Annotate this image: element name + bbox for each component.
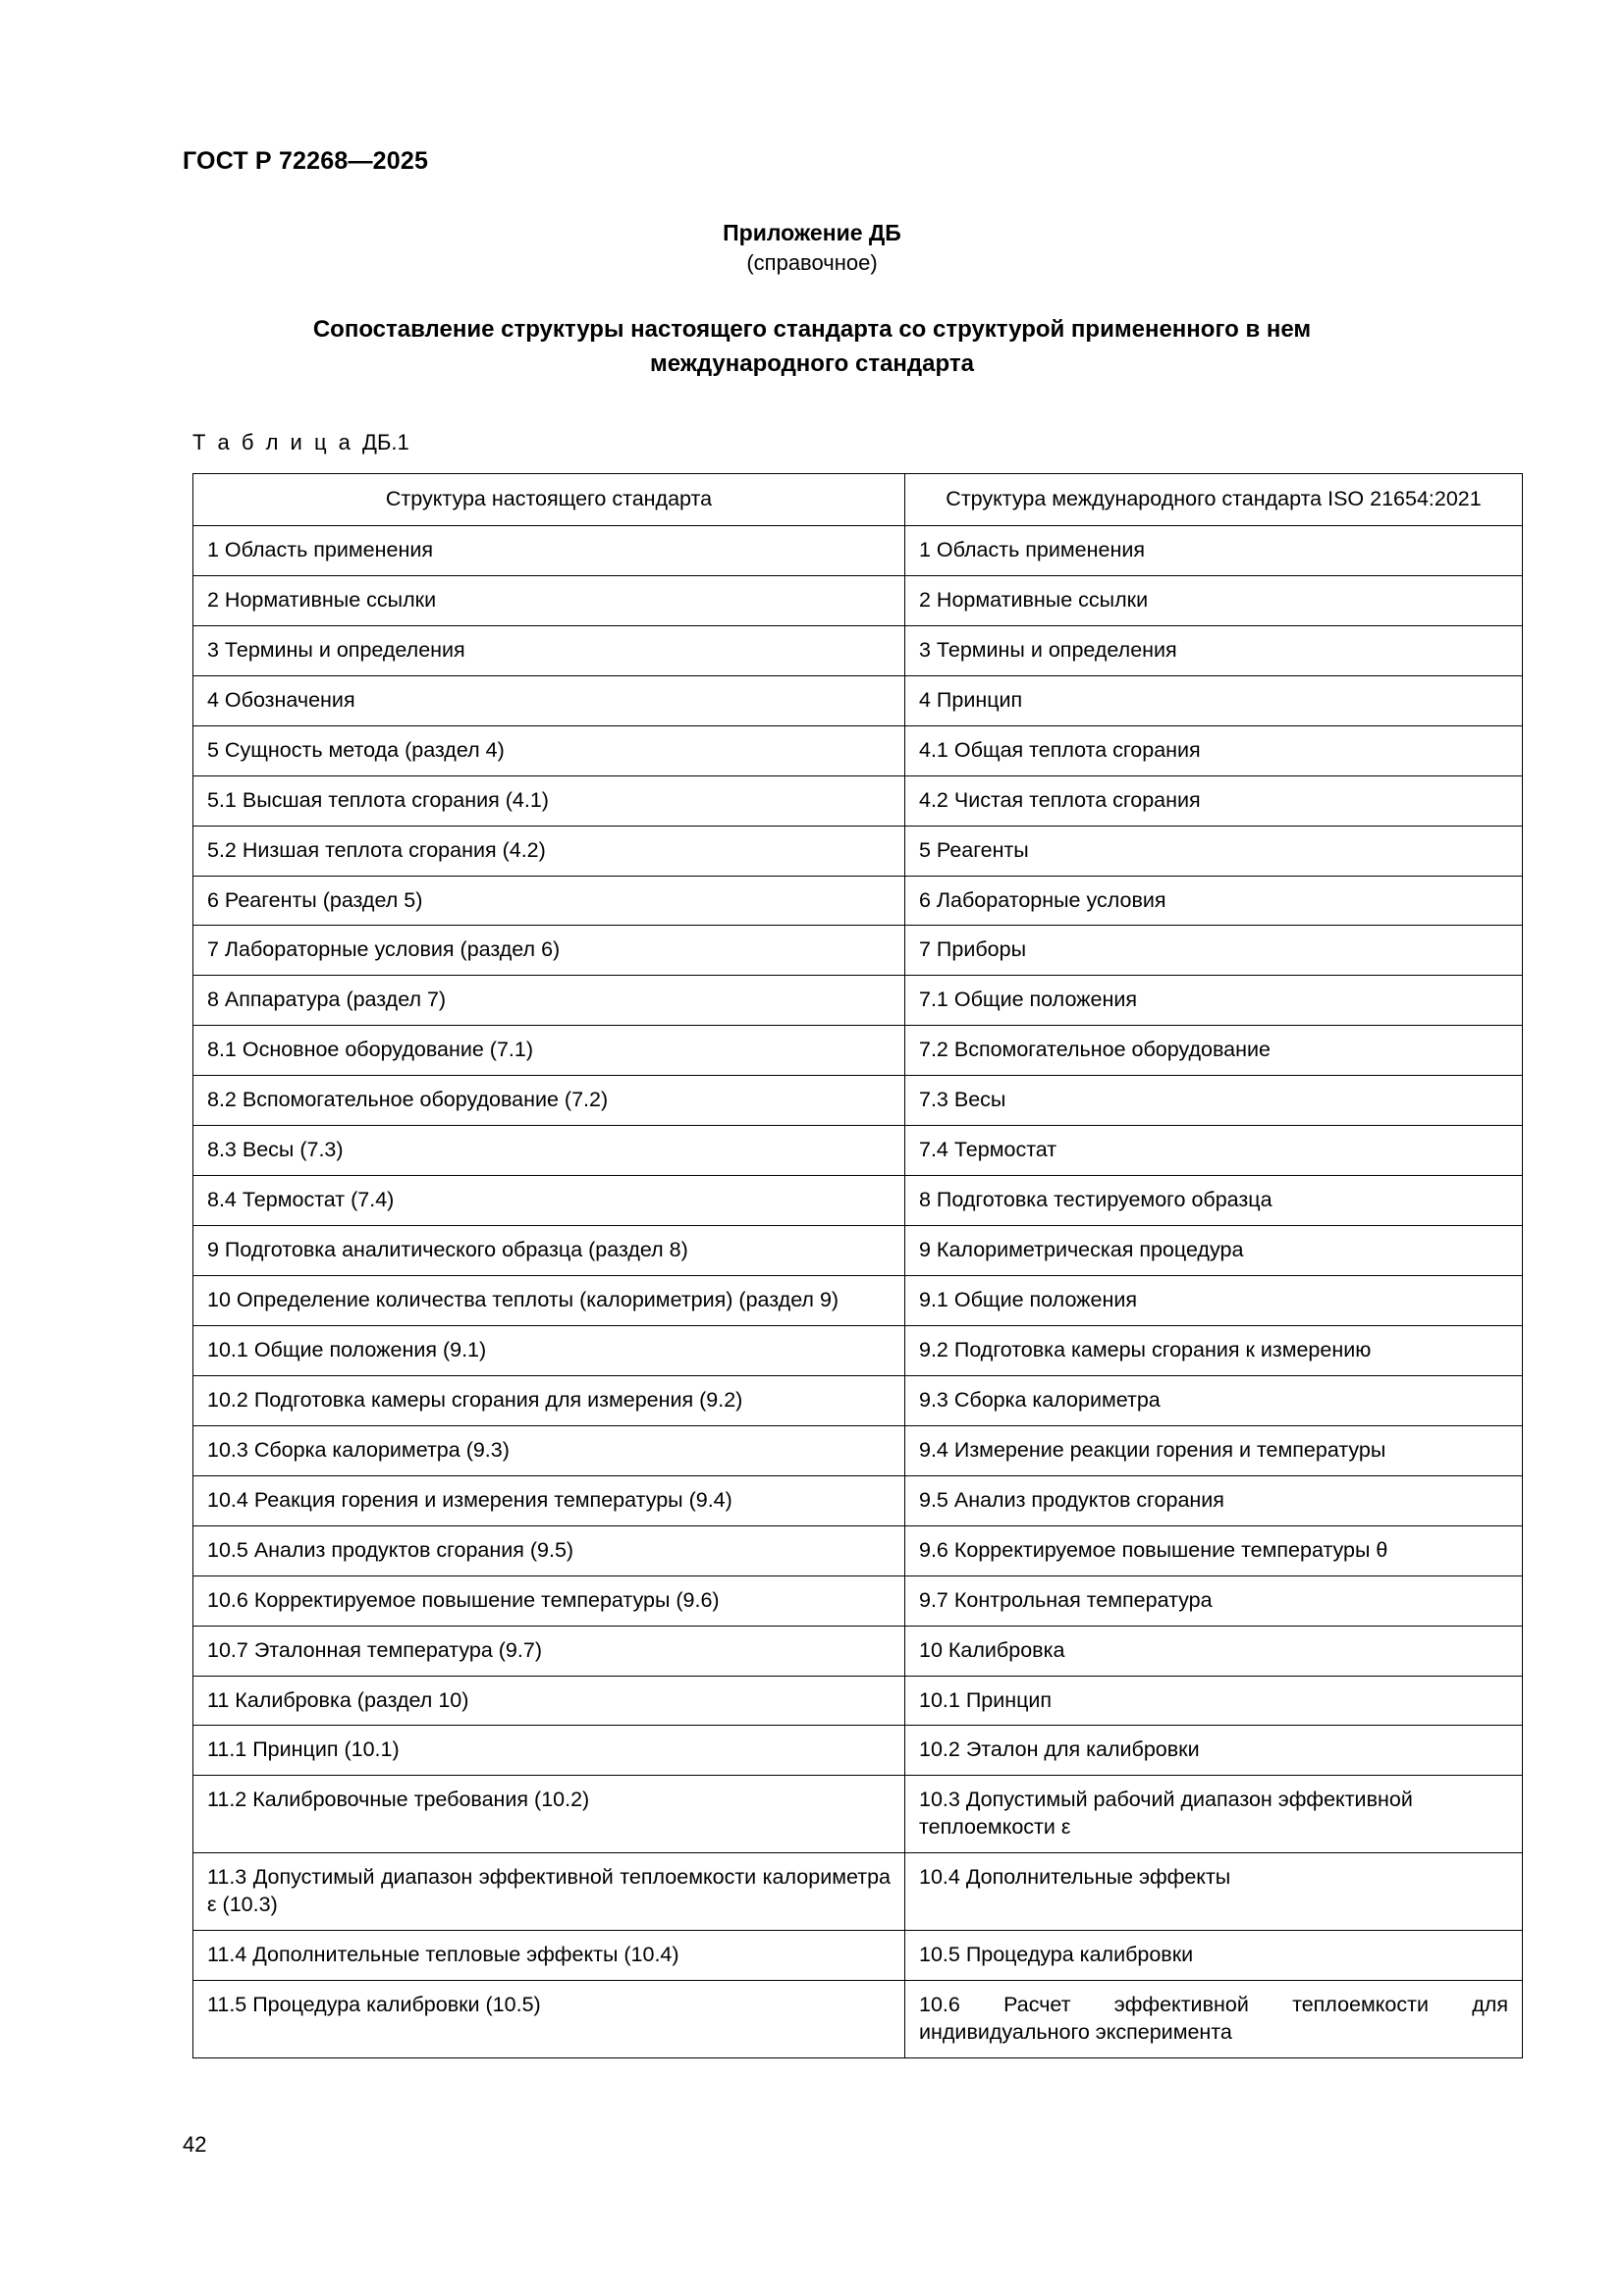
cell-international-structure: 9.2 Подготовка камеры сгорания к измерению: [905, 1325, 1523, 1375]
cell-national-structure: 10.7 Эталонная температура (9.7): [193, 1626, 905, 1676]
table-row: [193, 625, 1523, 675]
cell-national-structure: 9 Подготовка аналитического образца (раздел 8): [193, 1226, 905, 1276]
table-header-row: [193, 474, 1523, 526]
annex-title: Приложение ДБ: [723, 220, 901, 245]
table-row: [193, 725, 1523, 775]
table-row: [193, 1276, 1523, 1326]
cell-international-structure: 7 Приборы: [905, 926, 1523, 976]
annex-heading: [183, 313, 1441, 382]
cell-national-structure: 3 Термины и определения: [193, 625, 905, 675]
cell-international-structure: 10.6 Расчет эффективной теплоемкости для индивидуального эксперимента: [905, 1981, 1523, 2058]
cell-international-structure: 1 Область применения: [905, 525, 1523, 575]
table-row: [193, 775, 1523, 826]
table-row: [193, 1981, 1523, 2058]
table-caption-number: ДБ.1: [362, 430, 409, 454]
cell-international-structure: 9.4 Измерение реакции горения и температуры: [905, 1425, 1523, 1475]
table-row: [193, 1176, 1523, 1226]
table-row: [193, 1226, 1523, 1276]
table-row: [193, 575, 1523, 625]
cell-national-structure: 11.3 Допустимый диапазон эффективной теплоемкости калориметра ε (10.3): [193, 1853, 905, 1931]
table-row: [193, 1726, 1523, 1776]
standard-header: ГОСТ Р 72268—2025: [183, 147, 429, 175]
table-row: [193, 1575, 1523, 1626]
cell-national-structure: 11.1 Принцип (10.1): [193, 1726, 905, 1776]
cell-national-structure: 5.2 Низшая теплота сгорания (4.2): [193, 826, 905, 876]
cell-international-structure: 2 Нормативные ссылки: [905, 575, 1523, 625]
cell-international-structure: 10.2 Эталон для калибровки: [905, 1726, 1523, 1776]
cell-national-structure: 10.5 Анализ продуктов сгорания (9.5): [193, 1525, 905, 1575]
table-row: [193, 1931, 1523, 1981]
table-row: [193, 926, 1523, 976]
annex-subtitle: (справочное): [746, 250, 878, 276]
cell-international-structure: 4.2 Чистая теплота сгорания: [905, 775, 1523, 826]
cell-national-structure: 10.3 Сборка калориметра (9.3): [193, 1425, 905, 1475]
table-row: [193, 1475, 1523, 1525]
cell-international-structure: 10.4 Дополнительные эффекты: [905, 1853, 1523, 1931]
cell-international-structure: 9.3 Сборка калориметра: [905, 1375, 1523, 1425]
table-body: [193, 525, 1523, 2057]
cell-national-structure: 1 Область применения: [193, 525, 905, 575]
cell-national-structure: 8 Аппаратура (раздел 7): [193, 976, 905, 1026]
table-row: [193, 1776, 1523, 1853]
cell-international-structure: 10.3 Допустимый рабочий диапазон эффективной теплоемкости ε: [905, 1776, 1523, 1853]
cell-national-structure: 10.4 Реакция горения и измерения температуры (9.4): [193, 1475, 905, 1525]
column-header-international: Структура международного стандарта ISO 21654:2021: [905, 474, 1523, 526]
cell-international-structure: 10 Калибровка: [905, 1626, 1523, 1676]
cell-national-structure: 11.4 Дополнительные тепловые эффекты (10.4): [193, 1931, 905, 1981]
cell-national-structure: 11.5 Процедура калибровки (10.5): [193, 1981, 905, 2058]
cell-international-structure: 7.1 Общие положения: [905, 976, 1523, 1026]
table-row: [193, 1676, 1523, 1726]
cell-international-structure: 7.3 Весы: [905, 1076, 1523, 1126]
table-row: [193, 826, 1523, 876]
cell-national-structure: 2 Нормативные ссылки: [193, 575, 905, 625]
table-row: [193, 1126, 1523, 1176]
table-row: [193, 1076, 1523, 1126]
table-caption-label: Т а б л и ц а: [192, 430, 353, 454]
cell-national-structure: 8.3 Весы (7.3): [193, 1126, 905, 1176]
cell-international-structure: 10.1 Принцип: [905, 1676, 1523, 1726]
table-row: [193, 876, 1523, 926]
cell-international-structure: 9 Калориметрическая процедура: [905, 1226, 1523, 1276]
annex-block: [183, 218, 1441, 381]
annex-heading-line1: Сопоставление структуры настоящего стандарта со структурой примененного в нем: [312, 315, 1312, 343]
cell-international-structure: 9.6 Корректируемое повышение температуры θ: [905, 1525, 1523, 1575]
cell-international-structure: 7.4 Термостат: [905, 1126, 1523, 1176]
cell-international-structure: 9.7 Контрольная температура: [905, 1575, 1523, 1626]
cell-national-structure: 10 Определение количества теплоты (калориметрия) (раздел 9): [193, 1276, 905, 1326]
cell-national-structure: 8.4 Термостат (7.4): [193, 1176, 905, 1226]
table-row: [193, 1325, 1523, 1375]
table-row: [193, 675, 1523, 725]
table-row: [193, 1026, 1523, 1076]
cell-national-structure: 7 Лабораторные условия (раздел 6): [193, 926, 905, 976]
cell-national-structure: 5.1 Высшая теплота сгорания (4.1): [193, 775, 905, 826]
cell-national-structure: 5 Сущность метода (раздел 4): [193, 725, 905, 775]
cell-international-structure: 10.5 Процедура калибровки: [905, 1931, 1523, 1981]
cell-national-structure: 10.6 Корректируемое повышение температуры (9.6): [193, 1575, 905, 1626]
cell-international-structure: 7.2 Вспомогательное оборудование: [905, 1026, 1523, 1076]
cell-national-structure: 6 Реагенты (раздел 5): [193, 876, 905, 926]
cell-international-structure: 4.1 Общая теплота сгорания: [905, 725, 1523, 775]
column-header-national: Структура настоящего стандарта: [193, 474, 905, 526]
table-caption: [192, 430, 409, 455]
cell-international-structure: 5 Реагенты: [905, 826, 1523, 876]
cell-international-structure: 9.5 Анализ продуктов сгорания: [905, 1475, 1523, 1525]
cell-national-structure: 10.2 Подготовка камеры сгорания для измерения (9.2): [193, 1375, 905, 1425]
table-row: [193, 1853, 1523, 1931]
table-row: [193, 976, 1523, 1026]
cell-international-structure: 3 Термины и определения: [905, 625, 1523, 675]
cell-national-structure: 8.2 Вспомогательное оборудование (7.2): [193, 1076, 905, 1126]
table-row: [193, 1425, 1523, 1475]
table-row: [193, 1525, 1523, 1575]
table-row: [193, 1375, 1523, 1425]
cell-international-structure: 6 Лабораторные условия: [905, 876, 1523, 926]
cell-international-structure: 9.1 Общие положения: [905, 1276, 1523, 1326]
cell-international-structure: 4 Принцип: [905, 675, 1523, 725]
annex-heading-line2: международного стандарта: [650, 349, 974, 377]
cell-national-structure: 10.1 Общие положения (9.1): [193, 1325, 905, 1375]
cell-national-structure: 11.2 Калибровочные требования (10.2): [193, 1776, 905, 1853]
table-row: [193, 525, 1523, 575]
table-row: [193, 1626, 1523, 1676]
page-number: 42: [183, 2132, 207, 2157]
cell-national-structure: 8.1 Основное оборудование (7.1): [193, 1026, 905, 1076]
comparison-table: [192, 473, 1523, 2058]
cell-international-structure: 8 Подготовка тестируемого образца: [905, 1176, 1523, 1226]
cell-national-structure: 4 Обозначения: [193, 675, 905, 725]
cell-national-structure: 11 Калибровка (раздел 10): [193, 1676, 905, 1726]
